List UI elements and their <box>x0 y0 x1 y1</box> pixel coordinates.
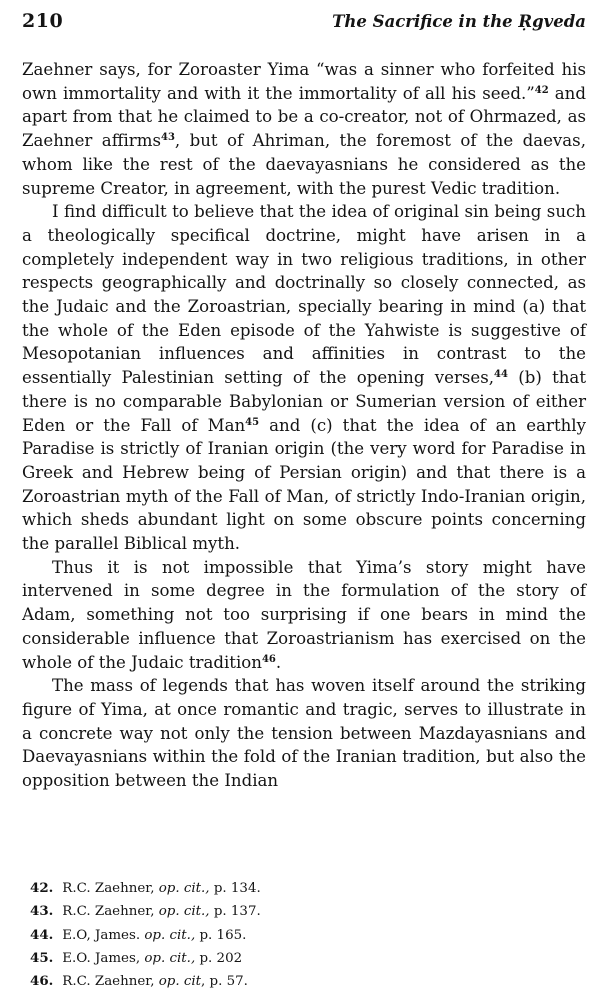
paragraph-2 <box>22 200 586 556</box>
footnotes <box>30 877 261 993</box>
footnote-page: p. 202 <box>199 950 243 966</box>
footnote-marker-45: 45 <box>245 416 260 428</box>
paragraph-3 <box>22 556 586 675</box>
footnote-author: E.O. James, <box>62 950 141 966</box>
running-title: The Sacrifice in the Ṛgveda <box>332 12 586 31</box>
paragraph-1-text-1: Zaehner says, for Zoroaster Yima “was a sinner who forfeited his own immortality and with it the immortality of all his seed.” <box>22 60 586 103</box>
paragraph-1 <box>22 58 586 200</box>
paragraph-2-text-3: and (c) that the idea of an earthly Paradise is strictly of Iranian origin (the very word for Paradise in Greek and Hebrew being of Persian origin) and that there is a Zoroastrian myth of the Fall of Man, of strictly Indo-Iranian origin, which sheds abundant light on some obscure points concerning the parallel Biblical myth. <box>22 415 586 554</box>
footnote-reference: op. cit., <box>144 950 196 966</box>
footnote-number: 46. <box>30 973 54 990</box>
footnote-reference: op. cit., <box>158 881 210 896</box>
footnote-author: E.O, James. <box>62 927 141 943</box>
paragraph-4 <box>22 674 586 793</box>
paragraph-2-text-2: (b) that there is no comparable Babylonian or Sumerian version of either Eden or the Fall of Man <box>22 368 586 435</box>
footnote-page: , p. 57. <box>201 974 248 990</box>
footnote-author: R.C. Zaehner, <box>62 904 155 920</box>
footnote-item <box>30 970 261 993</box>
paragraph-1-text-2: and apart from that he claimed to be a co-creator, not of Ohrmazed, as Zaehner affirms <box>22 83 586 151</box>
footnote-item <box>30 900 261 923</box>
footnote-item <box>30 947 261 970</box>
footnote-marker-46: 46 <box>261 653 276 665</box>
footnote-page: p. 165. <box>199 927 247 943</box>
footnote-author: R.C. Zaehner, <box>62 974 155 990</box>
footnote-reference: op. cit., <box>144 927 196 943</box>
footnote-number: 44. <box>30 926 54 943</box>
footnote-reference: op. cit <box>158 974 202 990</box>
paragraph-3-text-1: Thus it is not impossible that Yima’s story might have intervened in some degree in the formulation of the story of Adam, something not too surprising if one bears in mind the considerable influence that Zoroastrianism has exercised on the whole of the Judaic tradition <box>22 557 586 672</box>
footnote-reference: op. cit., <box>158 904 210 920</box>
footnote-item <box>30 924 261 947</box>
paragraph-3-text-2: . <box>275 652 282 672</box>
footnote-marker-42: 42 <box>534 84 549 96</box>
footnote-number: 43. <box>30 903 54 920</box>
footnote-page: p. 137. <box>213 904 261 920</box>
paragraph-2-text-1: I find difficult to believe that the idea of original sin being such a theologically specifical doctrine, might have arisen in a completely independent way in two religious traditions, in other respects geographically and doctrinally so closely connected, as the Judaic and the Zoroastrian, specially bearing in mind (a) that the whole of the Eden episode of the Yahwiste is suggestive of Mesopotanian influences and affinities in contrast to the essentially Palestinian setting of the opening verses, <box>22 202 586 388</box>
footnote-number: 42. <box>30 880 54 896</box>
paragraph-4-text-1: The mass of legends that has woven itself around the striking figure of Yima, at once romantic and tragic, serves to illustrate in a concrete way not only the tension between Mazdayasnians and Daevayasnians within the fold of the Iranian tradition, but also the opposition between the Indian <box>22 676 586 791</box>
running-head <box>22 10 586 42</box>
footnote-author: R.C. Zaehner, <box>62 881 155 896</box>
page-number: 210 <box>22 10 64 32</box>
footnote-marker-44: 44 <box>494 369 508 381</box>
footnote-number: 45. <box>30 949 54 966</box>
footnote-item <box>30 877 261 900</box>
footnote-marker-43: 43 <box>160 132 175 144</box>
body-text <box>22 58 586 793</box>
footnote-page: p. 134. <box>213 881 261 896</box>
paragraph-1-text-3: , but of Ahriman, the foremost of the daevas, whom like the rest of the daevayasnians he considered as the supreme Creator, in agreement, with the purest Vedic tradition. <box>22 131 586 198</box>
